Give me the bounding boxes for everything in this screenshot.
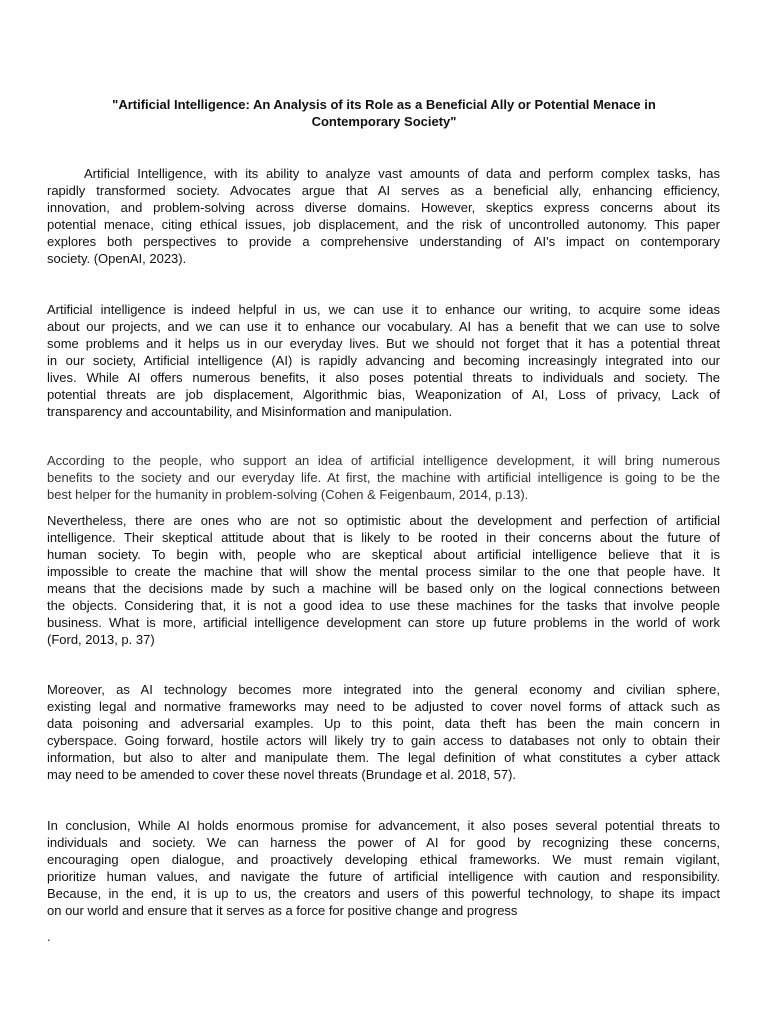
text-line: on our world and ensure that it serves as a force for positive change and progress [47,903,518,918]
text-line: Because, in the end, it is up to us, the creators and users of this powerful technology, to shape its impact [47,886,720,901]
text-line: cyberspace. Going forward, hostile actors will likely try to gain access to databases not only to obtain their [47,733,720,748]
text-line: According to the people, who support an idea of artificial intelligence development, it will bring numerous [47,453,720,468]
text-line: in our society, Artificial intelligence (AI) is rapidly advancing and becoming increasingly integrated into our [47,353,720,368]
text-line: In conclusion, While AI holds enormous promise for advancement, it also poses several potential threats to [47,818,720,833]
text-line: intelligence. Their skeptical attitude about that is likely to be rooted in their concerns about the future of [47,530,720,545]
text-line: existing legal and normative frameworks may need to be adjusted to cover novel forms of attack such as [47,699,720,714]
text-line: about our projects, and we can use it to enhance our vocabulary. AI has a benefit that we can use to solve [47,319,720,334]
paragraph-introduction [47,165,720,267]
text-line: information, but also to alter and manipulate them. The legal definition of what constitutes a cyber attack [47,750,720,765]
text-line: may need to be amended to cover these novel threats (Brundage et al. 2018, 57). [47,767,517,782]
text-line: potential menace, citing ethical issues, job displacement, and the risk of uncontrolled autonomy. This paper [47,217,720,232]
text-line: lives. While AI offers numerous benefits, it also poses potential threats to individuals and society. The [47,370,720,385]
title-line: Contemporary Society" [311,114,457,129]
text-line: innovation, and problem-solving across diverse domains. However, skeptics express concerns about its [47,200,720,215]
text-line: Nevertheless, there are ones who are not so optimistic about the development and perfection of artificial [47,513,720,528]
text-line: impossible to create the machine that will show the mental process similar to the one that people have. It [47,564,720,579]
text-line: benefits to the society and our everyday life. At first, the machine with artificial intelligence is going to be the [47,470,720,485]
text-line: encouraging open dialogue, and proactively developing ethical frameworks. We must remain vigilant, [47,852,720,867]
text-line: human society. To begin with, people who are skeptical about artificial intelligence believe that it is [47,547,720,562]
text-line: explores both perspectives to provide a comprehensive understanding of AI's impact on contemporary [47,234,720,249]
text-line: data poisoning and adversarial examples. Up to this point, data theft has been the main concern in [47,716,720,731]
paragraph-security [47,681,720,783]
text-line: (Ford, 2013, p. 37) [47,632,155,647]
text-line: Artificial Intelligence, with its ability to analyze vast amounts of data and perform complex tasks, has [84,166,720,181]
paragraph-benefits-threats [47,301,720,420]
paragraph-skeptics [47,512,720,648]
text-line: best helper for the humanity in problem-solving (Cohen & Feigenbaum, 2014, p.13). [47,487,529,502]
text-line: prioritize human values, and navigate the future of artificial intelligence with caution and responsibility. [47,869,720,884]
text-line: society. (OpenAI, 2023). [47,251,187,266]
text-line: business. What is more, artificial intelligence development can store up future problems in the world of work [47,615,720,630]
text-line: means that the decisions made by such a machine will be based only on the logical connections between [47,581,720,596]
paragraph-supporters [47,452,720,503]
text-line: some problems and it helps us in our everyday lives. But we should not forget that it has a potential threat [47,336,720,351]
trailing-mark: . [47,929,51,944]
text-line: Artificial intelligence is indeed helpful in us, we can use it to enhance our writing, to acquire some ideas [47,302,720,317]
text-line: individuals and society. We can harness the power of AI for good by recognizing these concerns, [47,835,720,850]
text-line: the objects. Considering that, it is not a good idea to use these machines for the tasks that involve people [47,598,720,613]
text-line: Moreover, as AI technology becomes more integrated into the general economy and civilian sphere, [47,682,720,697]
title-line: "Artificial Intelligence: An Analysis of its Role as a Beneficial Ally or Potential Menace in [112,97,656,112]
text-line: potential threats are job displacement, Algorithmic bias, Weaponization of AI, Loss of privacy, Lack of [47,387,720,402]
document-title [40,96,728,130]
paragraph-conclusion [47,817,720,919]
text-line: transparency and accountability, and Misinformation and manipulation. [47,404,453,419]
text-line: rapidly transformed society. Advocates argue that AI serves as a beneficial ally, enhancing efficiency, [47,183,720,198]
